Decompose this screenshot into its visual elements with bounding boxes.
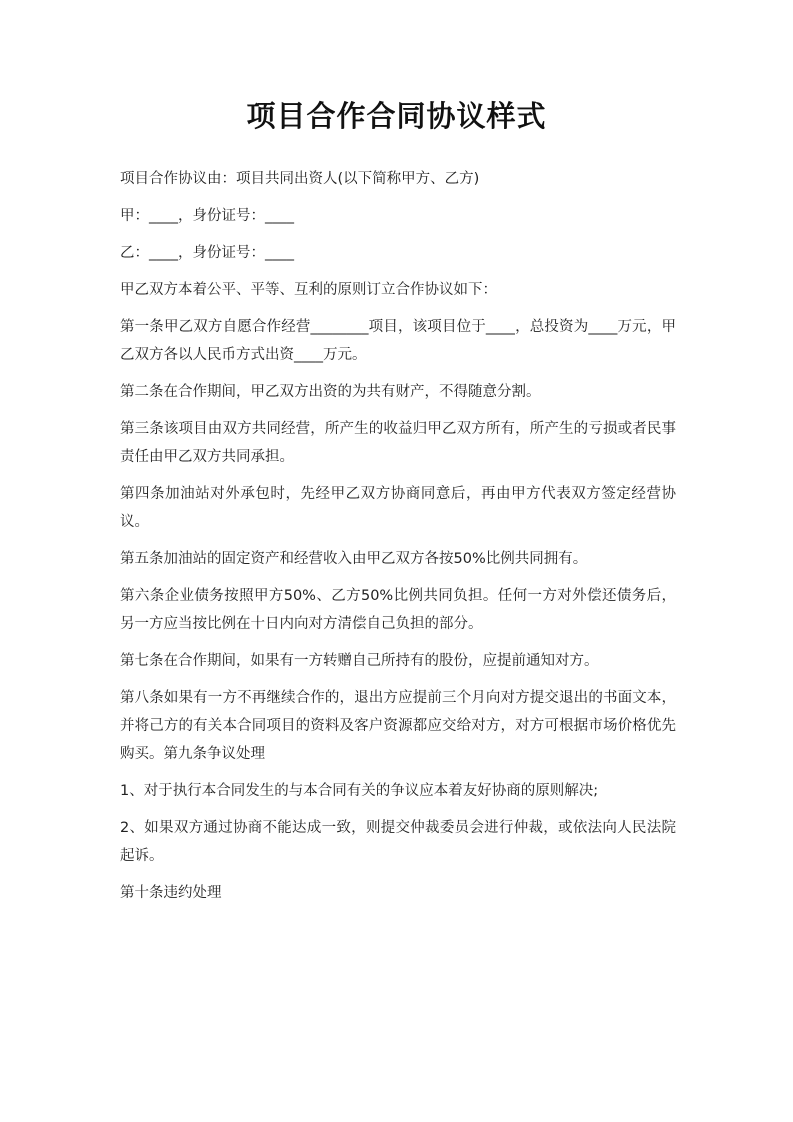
paragraph-article-4: 第四条加油站对外承包时，先经甲乙双方协商同意后，再由甲方代表双方签定经营协议。 (120, 486, 676, 530)
paragraph-article-6: 第六条企业债务按照甲方50%、乙方50%比例共同负担。任何一方对外偿还债务后，另一方应当按比例在十日内向对方清偿自己负担的部分。 (120, 588, 676, 632)
paragraph-article-8: 第八条如果有一方不再继续合作的，退出方应提前三个月向对方提交退出的书面文本，并将己方的有关本合同项目的资料及客户资源都应交给对方，对方可根据市场价格优先购买。第九条争议处理 (120, 690, 676, 762)
paragraph-article-1: 第一条甲乙双方自愿合作经营________项目，该项目位于____，总投资为____万元，甲乙双方各以人民币方式出资____万元。 (120, 319, 676, 363)
paragraph-dispute-2: 2、如果双方通过协商不能达成一致，则提交仲裁委员会进行仲裁，或依法向人民法院起诉。 (120, 820, 676, 864)
paragraph-article-3: 第三条该项目由双方共同经营，所产生的收益归甲乙双方所有，所产生的亏损或者民事责任由甲乙双方共同承担。 (120, 421, 676, 465)
paragraph-principles: 甲乙双方本着公平、平等、互利的原则订立合作协议如下： (120, 282, 497, 298)
paragraph-article-5: 第五条加油站的固定资产和经营收入由甲乙双方各按50%比例共同拥有。 (120, 551, 588, 567)
paragraph-article-10: 第十条违约处理 (120, 885, 222, 901)
paragraph-dispute-1: 1、对于执行本合同发生的与本合同有关的争议应本着友好协商的原则解决; (120, 783, 599, 799)
document-title: 项目合作合同协议样式 (246, 99, 547, 133)
document-body (120, 165, 676, 916)
paragraph-intro: 项目合作协议由：项目共同出资人(以下简称甲方、乙方) (120, 171, 480, 187)
paragraph-party-a: 甲：____，身份证号：____ (120, 208, 294, 224)
paragraph-party-b: 乙：____，身份证号：____ (120, 245, 294, 261)
paragraph-article-7: 第七条在合作期间，如果有一方转赠自己所持有的股份，应提前通知对方。 (120, 653, 599, 669)
paragraph-article-2: 第二条在合作期间，甲乙双方出资的为共有财产，不得随意分割。 (120, 384, 541, 400)
